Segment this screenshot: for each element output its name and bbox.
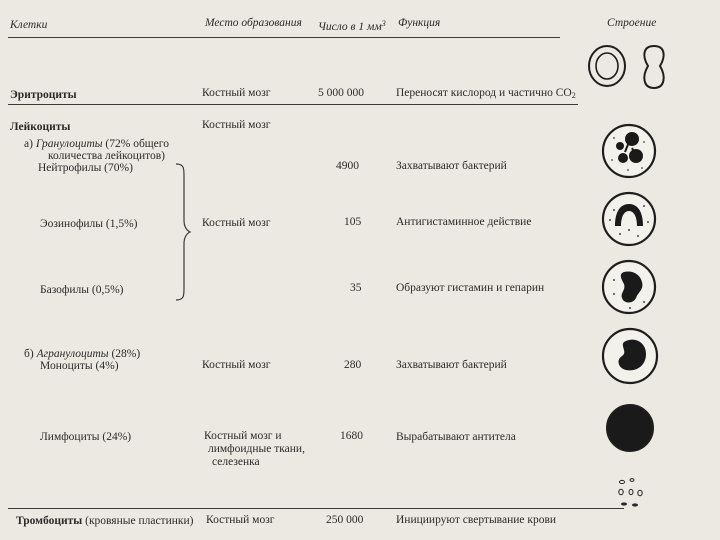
granulocytes-heading-cont: количества лейкоцитов) <box>48 150 165 162</box>
monocyte-cell-icon <box>600 326 660 386</box>
row-lymphocytes-place-1: Костный мозг и <box>204 430 282 442</box>
row-lymphocytes-name: Лимфоциты (24%) <box>40 431 132 443</box>
header-place: Место образования <box>205 17 302 29</box>
header-function: Функция <box>398 17 441 29</box>
row-leukocytes-name: Лейкоциты <box>10 121 71 133</box>
row-monocytes-place: Костный мозг <box>202 359 271 371</box>
row-thrombocytes-place: Костный мозг <box>206 514 275 526</box>
neutrophil-cell-icon <box>600 122 658 180</box>
row-monocytes-function: Захватывают бактерий <box>396 359 507 371</box>
row-basophils-function: Образуют гистамин и гепарин <box>396 282 545 294</box>
row-thrombocytes-count: 250 000 <box>326 514 364 526</box>
row-neutrophils-count: 4900 <box>336 160 359 172</box>
row-erythrocytes-count: 5 000 000 <box>318 87 364 99</box>
row-monocytes-name: Моноциты (4%) <box>40 360 119 372</box>
row-lymphocytes-count: 1680 <box>340 430 363 442</box>
header-rule <box>8 37 560 38</box>
row-monocytes-count: 280 <box>344 359 362 371</box>
row-eosinophils-place: Костный мозг <box>202 217 271 229</box>
eosinophil-cell-icon <box>600 190 658 248</box>
platelets-icon <box>612 474 652 518</box>
row-lymphocytes-place-3: селезенка <box>212 456 260 468</box>
granulocytes-brace <box>170 160 194 304</box>
row-leukocytes-place: Костный мозг <box>202 119 271 131</box>
row-eosinophils-name: Эозинофилы (1,5%) <box>40 218 138 230</box>
thrombocytes-rule <box>8 508 624 509</box>
row-eosinophils-count: 105 <box>344 216 362 228</box>
row-erythrocytes-function: Переносят кислород и частично $CO_2$ <box>396 87 576 100</box>
row-basophils-count: 35 <box>350 282 362 294</box>
basophil-cell-icon <box>600 258 658 316</box>
row-erythrocytes-place: Костный мозг <box>202 87 271 99</box>
header-cells: Клетки <box>10 19 48 31</box>
row-lymphocytes-function: Вырабатывают антитела <box>396 431 516 443</box>
row-neutrophils-name: Нейтрофилы (70%) <box>38 162 133 174</box>
row-thrombocytes-function: Инициируют свертывание крови <box>396 514 557 526</box>
lymphocyte-cell-icon <box>604 402 656 454</box>
row-lymphocytes-place-2: лимфоидные ткани, <box>208 443 305 455</box>
erythrocyte-side-icon <box>636 40 672 96</box>
agranulocytes-heading: б) Агранулоциты (28%) <box>24 348 141 360</box>
header-count: Число в 1 $мм^3$ <box>318 19 386 33</box>
row-neutrophils-function: Захватывают бактерий <box>396 160 507 172</box>
header-structure: Строение <box>607 17 657 29</box>
granulocytes-heading: а) Гранулоциты (72% общего <box>24 138 169 150</box>
row-erythrocytes-name: Эритроциты <box>10 89 77 101</box>
row-basophils-name: Базофилы (0,5%) <box>40 284 124 296</box>
row-eosinophils-function: Антигистаминное действие <box>396 216 532 228</box>
erythrocytes-rule <box>8 104 578 105</box>
row-thrombocytes-name: Тромбоциты (кровяные пластинки) <box>16 515 194 527</box>
